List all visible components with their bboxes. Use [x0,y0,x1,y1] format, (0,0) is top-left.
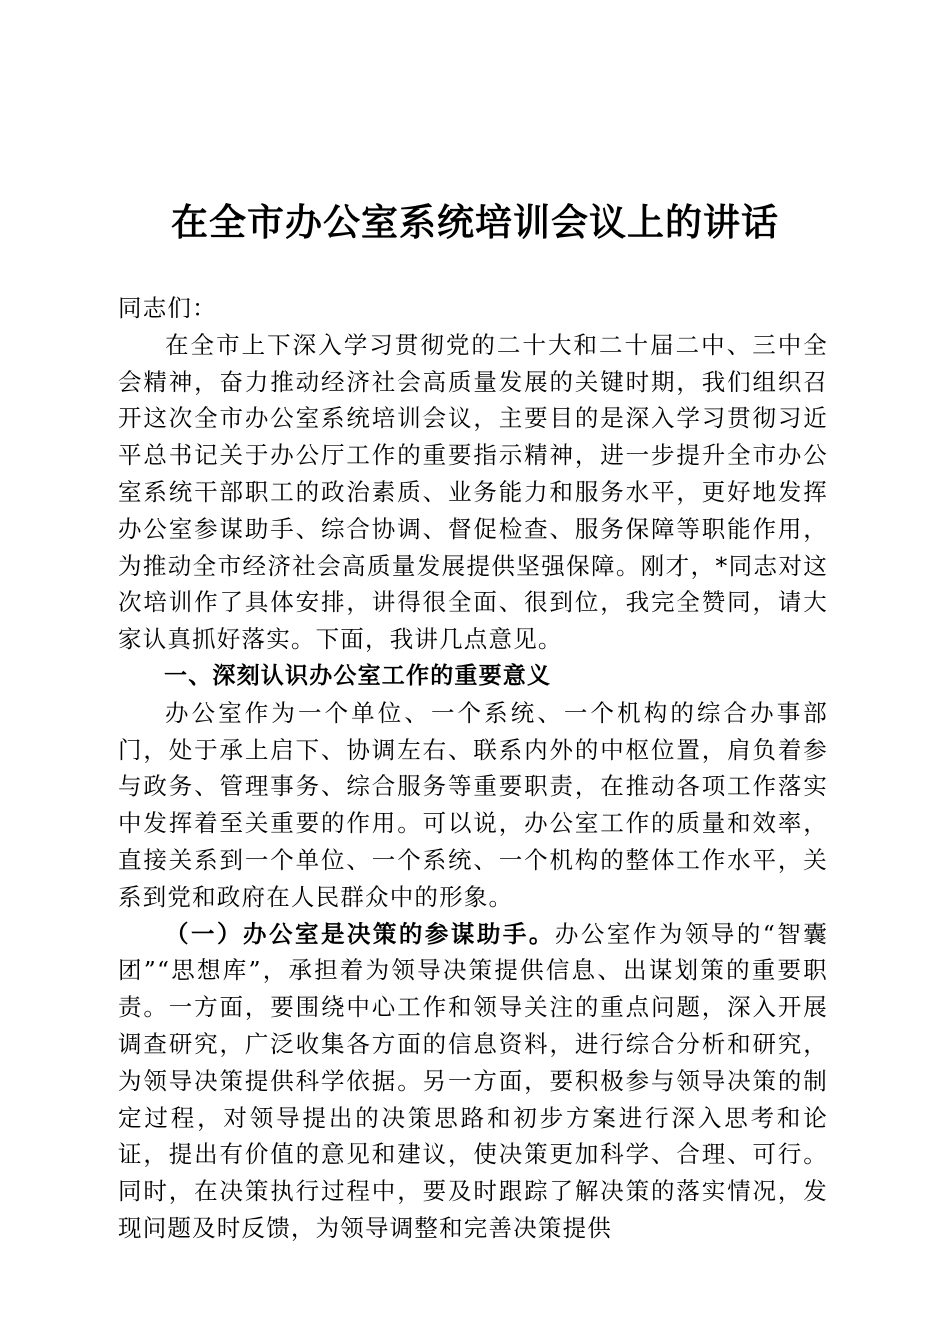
document-body [118,290,828,1247]
section-heading: 一、深刻认识办公室工作的重要意义 [164,662,552,689]
document-title: 在全市办公室系统培训会议上的讲话 [171,200,779,244]
subsection-text: 办公室作为领导的“智囊团”“思想库”，承担着为领导决策提供信息、出谋划策的重要职责。一方面，要围绕中心工作和领导关注的重点问题，深入开展调查研究，广泛收集各方面的信息资料，进行综合分析和研究，为领导决策提供科学依据。另一方面，要积极参与领导决策的制定过程，对领导提出的决策思路和初步方案进行深入思考和论证，提出有价值的意见和建议，使决策更加科学、合理、可行。同时，在决策执行过程中，要及时跟踪了解决策的落实情况，发现问题及时反馈，为领导调整和完善决策提供 [118,919,829,1242]
section-paragraph: 办公室作为一个单位、一个系统、一个机构的综合办事部门，处于承上启下、协调左右、联系内外的中枢位置，肩负着参与政务、管理事务、综合服务等重要职责，在推动各项工作落实中发挥着至关重要的作用。可以说，办公室工作的质量和效率，直接关系到一个单位、一个系统、一个机构的整体工作水平，关系到党和政府在人民群众中的形象。 [118,698,828,911]
intro-paragraph: 在全市上下深入学习贯彻党的二十大和二十届二中、三中全会精神，奋力推动经济社会高质量发展的关键时期，我们组织召开这次全市办公室系统培训会议，主要目的是深入学习贯彻习近平总书记关于办公厅工作的重要指示精神，进一步提升全市办公室系统干部职工的政治素质、业务能力和服务水平，更好地发挥办公室参谋助手、综合协调、督促检查、服务保障等职能作用，为推动全市经济社会高质量发展提供坚强保障。刚才，*同志对这次培训作了具体安排，讲得很全面、很到位，我完全赞同，请大家认真抓好落实。下面，我讲几点意见。 [118,330,828,654]
salutation: 同志们： [118,294,217,322]
subsection-lead: （一）办公室是决策的参谋助手。 [165,919,555,948]
subsection-paragraph [118,916,828,1247]
